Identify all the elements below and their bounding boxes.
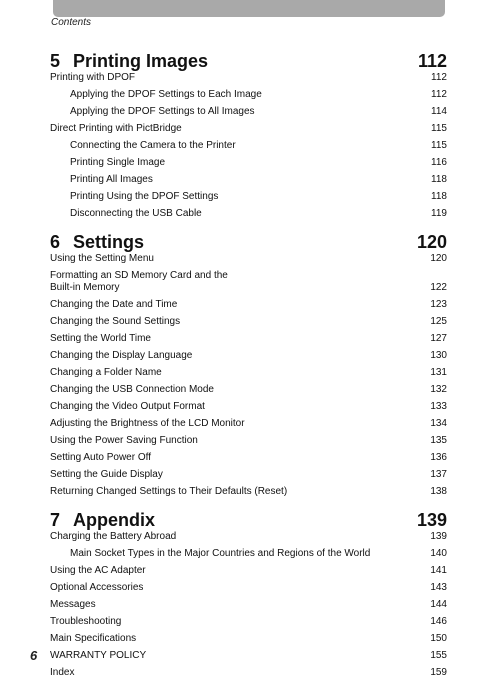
toc-entry-page: 155 (430, 650, 447, 661)
toc-entry-text: Changing the Display Language (50, 350, 193, 361)
toc-entry-page: 146 (430, 616, 447, 627)
toc-entry[interactable] (50, 667, 447, 679)
chapter-page: 139 (416, 510, 447, 530)
toc-entry-page: 114 (431, 106, 447, 117)
chapter-title: Settings (73, 232, 145, 252)
toc-entry[interactable] (50, 565, 447, 577)
toc-entry-text: Printing with DPOF (50, 72, 136, 83)
toc-entry-text: Applying the DPOF Settings to All Images (70, 106, 255, 117)
chapter-number: 7 (50, 510, 61, 530)
toc-entry-multiline[interactable] (50, 270, 447, 294)
toc-entry[interactable] (50, 316, 447, 328)
toc-entry[interactable] (50, 123, 447, 135)
toc-entry[interactable] (50, 174, 447, 186)
toc-entry-page: 130 (430, 350, 447, 361)
toc-entry-page: 139 (430, 531, 447, 542)
toc-entry-page: 112 (431, 72, 447, 83)
toc-entry-page: 118 (431, 174, 447, 185)
toc-entry-text: Setting the World Time (50, 333, 151, 344)
toc-entry[interactable] (50, 452, 447, 464)
toc-entry-page: 118 (431, 191, 447, 202)
toc-entry-page: 150 (430, 633, 447, 644)
chapter-heading[interactable] (50, 50, 447, 72)
toc-entry[interactable] (50, 367, 447, 379)
toc-entry-page: 116 (431, 157, 447, 168)
toc-entry[interactable] (50, 599, 447, 611)
toc-entry-page: 144 (430, 599, 447, 610)
toc-entry-page: 140 (430, 548, 447, 559)
toc-entry-text: Changing the Date and Time (50, 299, 178, 310)
toc-entry-text: Returning Changed Settings to Their Defaults (Reset) (50, 486, 288, 497)
toc-entry-text: Direct Printing with PictBridge (50, 123, 182, 134)
toc-entry-page: 115 (431, 140, 447, 151)
toc-entry-page: 143 (430, 582, 447, 593)
toc-entry-text: Applying the DPOF Settings to Each Image (70, 89, 262, 100)
toc-entry[interactable] (50, 582, 447, 594)
toc-entry-page: 135 (430, 435, 447, 446)
toc-entry-text: Optional Accessories (50, 582, 144, 593)
toc-entry-text: Printing All Images (70, 174, 153, 185)
toc-entry-text: Printing Using the DPOF Settings (70, 191, 219, 202)
toc-entry-page: 112 (431, 89, 447, 100)
toc-entry[interactable] (50, 650, 447, 662)
toc-entry-text: Troubleshooting (50, 616, 122, 627)
toc-entry-text: Adjusting the Brightness of the LCD Monitor (50, 418, 245, 429)
toc-entry-page: 133 (430, 401, 447, 412)
toc-entry-page: 122 (430, 282, 447, 293)
toc-entry-page: 137 (430, 469, 447, 480)
toc-entry[interactable] (50, 191, 447, 203)
toc-entry-text-line1: Formatting an SD Memory Card and the (50, 270, 228, 281)
toc-entry-text: Disconnecting the USB Cable (70, 208, 202, 219)
toc-entry[interactable] (50, 72, 447, 84)
chapter-title: Printing Images (73, 51, 209, 71)
toc-entry[interactable] (50, 140, 447, 152)
toc-entry-text: Using the Power Saving Function (50, 435, 198, 446)
toc-entry-text: Setting Auto Power Off (50, 452, 151, 463)
table-of-contents (50, 50, 447, 679)
toc-entry-page: 159 (430, 667, 447, 678)
toc-entry-page: 119 (431, 208, 447, 219)
toc-entry[interactable] (50, 616, 447, 628)
chapter-heading[interactable] (50, 231, 447, 253)
toc-entry[interactable] (50, 89, 447, 101)
toc-entry[interactable] (50, 633, 447, 645)
toc-entry[interactable] (50, 531, 447, 543)
toc-entry[interactable] (50, 401, 447, 413)
toc-entry-text: Messages (50, 599, 96, 610)
page-number: 6 (30, 648, 38, 663)
toc-entry-page: 134 (430, 418, 447, 429)
toc-entry-text: Charging the Battery Abroad (50, 531, 177, 542)
toc-entry[interactable] (50, 253, 447, 265)
toc-entry-text: Main Specifications (50, 633, 137, 644)
toc-entry-text: Changing the Video Output Format (50, 401, 205, 412)
chapter-number: 5 (50, 51, 61, 71)
toc-entry-page: 115 (431, 123, 447, 134)
toc-entry-page: 138 (430, 486, 447, 497)
chapter-title: Appendix (73, 510, 156, 530)
toc-entry-line2 (50, 282, 447, 294)
toc-entry-page: 141 (430, 565, 447, 576)
toc-entry-page: 131 (430, 367, 447, 378)
running-header: Contents (51, 17, 92, 28)
toc-entry[interactable] (50, 469, 447, 481)
header-bar (53, 0, 445, 17)
toc-entry[interactable] (50, 333, 447, 345)
toc-entry-text: Main Socket Types in the Major Countries and Regions of the World (70, 548, 371, 559)
toc-entry-text: Index (50, 667, 75, 678)
toc-entry-text: Changing the Sound Settings (50, 316, 181, 327)
toc-entry-text: Changing the USB Connection Mode (50, 384, 214, 395)
toc-entry-text: WARRANTY POLICY (50, 650, 147, 661)
chapter-page: 120 (416, 232, 447, 252)
toc-entry-page: 136 (430, 452, 447, 463)
chapter-page: 112 (417, 51, 447, 71)
toc-entry[interactable] (50, 157, 447, 169)
toc-entry-text: Changing a Folder Name (50, 367, 162, 378)
toc-entry-text: Using the Setting Menu (50, 253, 154, 264)
toc-entry[interactable] (50, 486, 447, 498)
toc-entry[interactable] (50, 435, 447, 447)
toc-entry-text: Setting the Guide Display (50, 469, 163, 480)
toc-entry[interactable] (50, 208, 447, 220)
chapter-heading[interactable] (50, 509, 447, 531)
toc-entry-line1 (50, 270, 447, 282)
toc-entry[interactable] (50, 418, 447, 430)
chapter-5 (50, 50, 447, 220)
chapter-6 (50, 231, 447, 498)
toc-entry-page: 127 (430, 333, 447, 344)
toc-entry-text: Connecting the Camera to the Printer (70, 140, 236, 151)
toc-entry-text: Built-in Memory (50, 282, 120, 293)
toc-entry-page: 125 (430, 316, 447, 327)
chapter-7 (50, 509, 447, 679)
toc-entry[interactable] (50, 384, 447, 396)
toc-entry-page: 132 (430, 384, 447, 395)
toc-entry-page: 120 (430, 253, 447, 264)
toc-entry[interactable] (50, 299, 447, 311)
chapter-number: 6 (50, 232, 61, 252)
toc-entry[interactable] (50, 548, 447, 560)
toc-entry[interactable] (50, 350, 447, 362)
toc-entry-text: Using the AC Adapter (50, 565, 146, 576)
toc-entry-text: Printing Single Image (70, 157, 166, 168)
toc-entry-page: 123 (430, 299, 447, 310)
toc-entry[interactable] (50, 106, 447, 118)
